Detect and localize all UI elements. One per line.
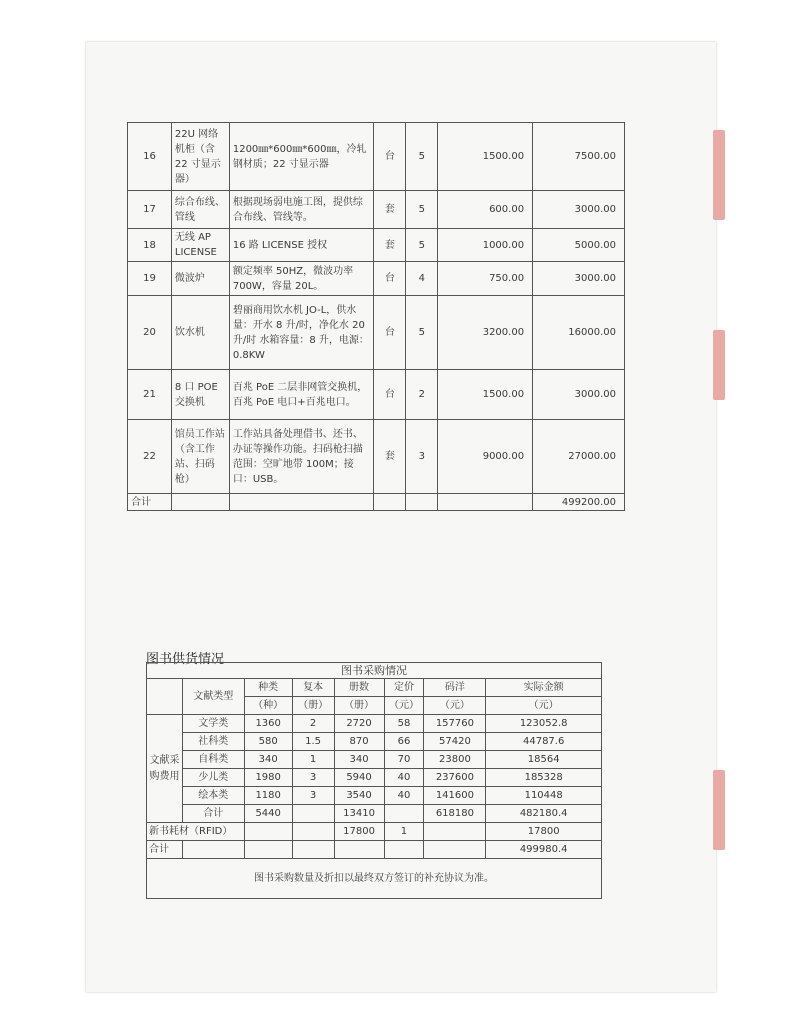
header-type: 文献类型 (182, 679, 244, 715)
red-stamp-fragment (713, 330, 725, 400)
actual-cell: 123052.8 (486, 715, 602, 733)
item-qty: 5 (406, 191, 438, 229)
header-copies: 复本 (292, 679, 334, 697)
item-spec: 工作站具备处理借书、还书、办证等操作功能。扫码枪扫描范围：空旷地带 100M；接口：USB。 (229, 420, 374, 494)
item-number: 19 (128, 262, 172, 296)
kinds-cell: 580 (244, 733, 292, 751)
item-name: 22U 网络机柜（含22 寸显示器） (171, 123, 229, 191)
header-actual-unit: （元） (486, 697, 602, 715)
item-total: 7500.00 (533, 123, 625, 191)
group-label: 文献采购费用 (147, 715, 183, 823)
actual-cell: 18564 (486, 751, 602, 769)
header-actual: 实际金额 (486, 679, 602, 697)
copies-cell: 2 (292, 715, 334, 733)
item-name: 8 口 POE 交换机 (171, 370, 229, 420)
item-unit: 台 (374, 123, 406, 191)
price-cell: 58 (384, 715, 424, 733)
red-stamp-fragment (713, 130, 725, 220)
grand-total-label: 合计 (147, 841, 183, 859)
actual-cell: 482180.4 (486, 805, 602, 823)
item-price: 9000.00 (438, 420, 533, 494)
price-cell (384, 805, 424, 823)
item-unit: 台 (374, 262, 406, 296)
item-number: 20 (128, 296, 172, 370)
item-price: 1500.00 (438, 370, 533, 420)
header-volumes: 册数 (334, 679, 384, 697)
kinds-cell: 5440 (244, 805, 292, 823)
item-unit: 套 (374, 229, 406, 262)
actual-cell: 44787.6 (486, 733, 602, 751)
list-cell: 237600 (424, 769, 486, 787)
item-total: 3000.00 (533, 370, 625, 420)
item-number: 21 (128, 370, 172, 420)
item-qty: 5 (406, 296, 438, 370)
header-volumes-unit: （册） (334, 697, 384, 715)
kinds-cell: 340 (244, 751, 292, 769)
item-spec: 额定频率 50HZ，微波功率 700W，容量 20L。 (229, 262, 374, 296)
header-kinds: 种类 (244, 679, 292, 697)
section-title: 图书供货情况 (146, 652, 225, 667)
price-cell: 40 (384, 787, 424, 805)
type-cell: 合计 (182, 805, 244, 823)
volumes-cell: 2720 (334, 715, 384, 733)
item-unit: 套 (374, 191, 406, 229)
header-price-unit: （元） (384, 697, 424, 715)
rfid-price: 1 (384, 823, 424, 841)
list-cell: 57420 (424, 733, 486, 751)
item-total: 16000.00 (533, 296, 625, 370)
price-cell: 66 (384, 733, 424, 751)
item-total: 5000.00 (533, 229, 625, 262)
list-cell: 618180 (424, 805, 486, 823)
volumes-cell: 13410 (334, 805, 384, 823)
agreement-note: 图书采购数量及折扣以最终双方签订的补充协议为准。 (147, 859, 602, 899)
equipment-table (127, 122, 625, 511)
item-name: 无线 AP LICENSE (171, 229, 229, 262)
equipment-total-label: 合计 (128, 494, 172, 511)
copies-cell: 1 (292, 751, 334, 769)
empty-cell (171, 494, 229, 511)
item-qty: 3 (406, 420, 438, 494)
volumes-cell: 870 (334, 733, 384, 751)
red-stamp-fragment (713, 770, 725, 850)
price-cell: 70 (384, 751, 424, 769)
item-price: 750.00 (438, 262, 533, 296)
type-cell: 绘本类 (182, 787, 244, 805)
item-spec: 1200㎜*600㎜*600㎜，冷轧钢材质；22 寸显示器 (229, 123, 374, 191)
price-cell: 40 (384, 769, 424, 787)
type-cell: 文学类 (182, 715, 244, 733)
empty-cell (438, 494, 533, 511)
type-cell: 社科类 (182, 733, 244, 751)
item-unit: 台 (374, 370, 406, 420)
item-number: 18 (128, 229, 172, 262)
item-unit: 套 (374, 420, 406, 494)
item-spec: 16 路 LICENSE 授权 (229, 229, 374, 262)
equipment-total-value: 499200.00 (533, 494, 625, 511)
equipment-row (128, 123, 625, 191)
header-price: 定价 (384, 679, 424, 697)
copies-cell: 3 (292, 769, 334, 787)
list-cell: 23800 (424, 751, 486, 769)
header-kinds-unit: （种） (244, 697, 292, 715)
header-list: 码洋 (424, 679, 486, 697)
empty-cell (229, 494, 374, 511)
type-cell: 少儿类 (182, 769, 244, 787)
item-price: 1500.00 (438, 123, 533, 191)
item-spec: 碧丽商用饮水机 JO-L，供水量：开水 8 升/时，净化水 20 升/时 水箱容量：8 升，电源：0.8KW (229, 296, 374, 370)
header-list-unit: （元） (424, 697, 486, 715)
empty-cell (406, 494, 438, 511)
equipment-row (128, 296, 625, 370)
item-spec: 根据现场弱电施工图，提供综合布线、管线等。 (229, 191, 374, 229)
item-unit: 台 (374, 296, 406, 370)
item-qty: 2 (406, 370, 438, 420)
item-number: 17 (128, 191, 172, 229)
item-spec: 百兆 PoE 二层非网管交换机，百兆 PoE 电口+百兆电口。 (229, 370, 374, 420)
volumes-cell: 3540 (334, 787, 384, 805)
grand-total-value: 499980.4 (486, 841, 602, 859)
kinds-cell: 1360 (244, 715, 292, 733)
item-name: 馆员工作站（含工作站、扫码枪） (171, 420, 229, 494)
equipment-row (128, 262, 625, 296)
header-copies-unit: （册） (292, 697, 334, 715)
actual-cell: 110448 (486, 787, 602, 805)
rfid-actual: 17800 (486, 823, 602, 841)
equipment-row (128, 420, 625, 494)
type-cell: 自科类 (182, 751, 244, 769)
equipment-row (128, 370, 625, 420)
rfid-volumes: 17800 (334, 823, 384, 841)
item-name: 微波炉 (171, 262, 229, 296)
copies-cell: 1.5 (292, 733, 334, 751)
equipment-total-row (128, 494, 625, 511)
book-purchase-table (146, 662, 602, 899)
equipment-row (128, 191, 625, 229)
item-number: 16 (128, 123, 172, 191)
volumes-cell: 340 (334, 751, 384, 769)
copies-cell (292, 805, 334, 823)
item-name: 饮水机 (171, 296, 229, 370)
item-qty: 4 (406, 262, 438, 296)
item-price: 3200.00 (438, 296, 533, 370)
kinds-cell: 1980 (244, 769, 292, 787)
item-total: 3000.00 (533, 262, 625, 296)
copies-cell: 3 (292, 787, 334, 805)
kinds-cell: 1180 (244, 787, 292, 805)
item-price: 600.00 (438, 191, 533, 229)
actual-cell: 185328 (486, 769, 602, 787)
item-name: 综合布线、管线 (171, 191, 229, 229)
item-total: 3000.00 (533, 191, 625, 229)
item-total: 27000.00 (533, 420, 625, 494)
book-table-title: 图书采购情况 (147, 663, 602, 679)
empty-cell (374, 494, 406, 511)
item-qty: 5 (406, 123, 438, 191)
list-cell: 141600 (424, 787, 486, 805)
item-price: 1000.00 (438, 229, 533, 262)
rfid-label: 新书耗材（RFID） (147, 823, 245, 841)
list-cell: 157760 (424, 715, 486, 733)
volumes-cell: 5940 (334, 769, 384, 787)
equipment-row (128, 229, 625, 262)
item-qty: 5 (406, 229, 438, 262)
item-number: 22 (128, 420, 172, 494)
